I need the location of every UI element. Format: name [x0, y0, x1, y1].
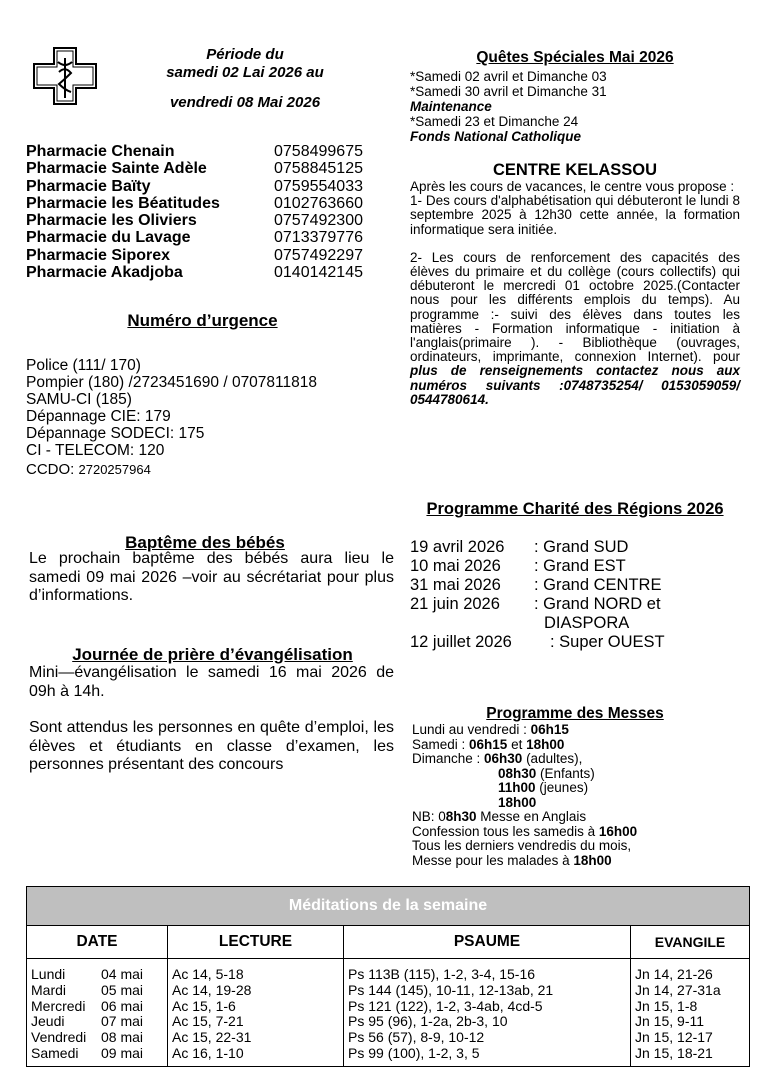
evangile-cell: Jn 14, 21-26	[635, 966, 713, 982]
header-psaume: PSAUME	[344, 926, 631, 959]
pharmacy-phone: 0757492297	[274, 246, 363, 264]
evangile-column	[631, 959, 750, 1067]
header-lecture: LECTURE	[168, 926, 344, 959]
urgence-line: Pompier (180) /2723451690 / 0707811818	[26, 374, 317, 391]
centre-text	[410, 180, 740, 407]
lecture-cell: Ac 15, 22-31	[172, 1029, 252, 1046]
pharmacy-phone: 0102763660	[274, 194, 363, 212]
psaume-cell: Ps 95 (96), 1-2a, 2b-3, 10	[348, 1013, 508, 1030]
messes-lundi-time: 06h15	[530, 722, 569, 737]
psaume-column	[344, 959, 631, 1067]
messes-time: 18h00	[573, 852, 612, 868]
evangile-cell: Jn 15, 1-8	[635, 997, 698, 1014]
evangile-cell: Jn 14, 27-31a	[635, 981, 721, 998]
quete-line: *Samedi 30 avril et Dimanche 31	[410, 84, 607, 99]
pharmacy-phone: 0713379776	[274, 229, 363, 247]
pharmacy-phone: 0757492300	[274, 212, 363, 230]
day-name: Samedi	[31, 1044, 79, 1061]
pharmacy-name: Pharmacie les Béatitudes	[26, 194, 220, 212]
day-name: Vendredi	[31, 1029, 87, 1046]
centre-intro: Après les cours de vacances, le centre vous propose :	[410, 179, 735, 194]
day-name: Lundi	[31, 966, 66, 982]
day-name: Mardi	[31, 981, 67, 998]
urgence-line: Police (111/ 170)	[26, 357, 141, 374]
pharmacy-row	[26, 212, 386, 229]
messes-note: (adultes),	[522, 751, 583, 766]
centre-paragraph-2-text: 2- Les cours de renforcement des capacités des élèves du primaire et du collège (cours collectifs) qui débuteront le mercredi 01 octobre 2025.(Contacter nous pour les différents emplois du temps). Au programme :- suivi des élèves dans toutes les matières - Formation informatique - initiation à l'anglais(primaire ). - Bibliothèque (ouvrages, ordinateurs, imprimante, connexion Internet). pour	[410, 249, 740, 365]
messes-et: et	[507, 736, 527, 752]
charite-date: 31 mai 2026	[410, 576, 501, 594]
charite-date: 12 juillet 2026	[410, 633, 512, 651]
pharmacy-name: Pharmacie Baïty	[26, 177, 151, 195]
lecture-cell: Ac 15, 7-21	[172, 1013, 244, 1030]
charite-place: : Grand CENTRE	[534, 576, 662, 594]
pharmacy-name: Pharmacie Akadjoba	[26, 264, 183, 282]
psaume-cell: Ps 121 (122), 1-2, 3-4ab, 4cd-5	[348, 997, 543, 1014]
messes-time: 06h30	[484, 751, 523, 766]
urgence-line: SAMU-CI (185)	[26, 391, 132, 408]
centre-paragraph-1: 1- Des cours d'alphabétisation qui débuteront le lundi 8 septembre 2025 à 12h30 cette année, la formation informatique sera initiée.	[410, 193, 740, 237]
quete-line: *Samedi 02 avril et Dimanche 03	[410, 69, 607, 84]
psaume-cell: Ps 144 (145), 10-11, 12-13ab, 21	[348, 981, 554, 998]
pharmacy-name: Pharmacie les Oliviers	[26, 212, 197, 230]
day-name: Mercredi	[31, 997, 86, 1014]
messes-dimanche-label: Dimanche :	[412, 751, 485, 766]
pharmacy-phone: 0758499675	[274, 143, 363, 160]
charite-list	[410, 538, 740, 652]
urgence-line: CI - TELECOM: 120	[26, 442, 165, 459]
messes-malades-label: Messe pour les malades à	[412, 852, 574, 868]
charite-row	[410, 557, 740, 576]
pharmacy-row	[26, 264, 386, 281]
pharmacy-row	[26, 160, 386, 177]
messes-dimanche	[412, 752, 742, 767]
pharmacy-name: Pharmacie Sainte Adèle	[26, 160, 207, 178]
journee-text	[29, 664, 394, 775]
header-date: DATE	[27, 926, 168, 959]
messes-dimanche-line	[412, 767, 742, 782]
charite-place: : Super OUEST	[550, 633, 665, 651]
charite-date: 10 mai 2026	[410, 557, 501, 575]
ccdo-number: 2720257964	[78, 462, 151, 477]
charite-row	[410, 614, 740, 633]
messes-time: 16h00	[598, 823, 638, 839]
quetes-list	[410, 69, 740, 144]
pharmacy-phone: 0140142145	[274, 264, 363, 282]
lecture-cell: Ac 14, 5-18	[172, 966, 244, 982]
pharmacy-row	[26, 247, 386, 264]
meditations-table	[26, 886, 750, 1067]
pharmacy-row	[26, 195, 386, 212]
messes-nb	[412, 810, 742, 825]
charite-date	[410, 614, 534, 633]
charite-title: Programme Charité des Régions 2026	[426, 500, 724, 518]
bapteme-text: Le prochain baptême des bébés aura lieu le samedi 09 mai 2026 –voir au sécrétariat pour plus d’informations.	[29, 550, 394, 604]
charite-place: : Grand SUD	[534, 538, 629, 556]
messes-conf-label: Confession tous les samedis à	[412, 823, 599, 839]
bapteme-title: Baptême des bébés	[125, 533, 285, 552]
day-date: 04 mai	[101, 966, 144, 982]
evangile-cell: Jn 15, 12-17	[635, 1029, 713, 1046]
journee-title: Journée de prière d’évangélisation	[72, 645, 353, 664]
urgence-list	[26, 357, 386, 478]
charite-place: : Grand NORD et	[534, 595, 661, 613]
urgence-line: Dépannage CIE: 179	[26, 408, 171, 425]
charite-date: 21 juin 2026	[410, 595, 500, 613]
period-header	[120, 46, 370, 112]
messes-dimanche-line	[412, 781, 742, 796]
day-date: 08 mai	[101, 1029, 144, 1046]
urgence-title: Numéro d’urgence	[127, 311, 278, 330]
messes-time: 8h30	[445, 809, 477, 824]
charite-place: : Grand EST	[534, 557, 626, 575]
header-evangile: EVANGILE	[631, 926, 750, 959]
lecture-cell: Ac 15, 1-6	[172, 997, 236, 1014]
quete-line: Maintenance	[410, 99, 492, 114]
psaume-cell: Ps 113B (115), 1-2, 3-4, 15-16	[348, 966, 536, 982]
meditations-title: Méditations de la semaine	[27, 887, 750, 926]
period-line-2: samedi 02 Lai 2026 au	[166, 64, 324, 81]
messes-lundi-label: Lundi au vendredi :	[412, 722, 531, 737]
charite-date: 19 avril 2026	[410, 538, 505, 556]
messes-title: Programme des Messes	[486, 705, 664, 722]
pharmacy-cross-icon	[32, 46, 98, 106]
evangile-cell: Jn 15, 18-21	[635, 1044, 713, 1061]
period-line-3: vendredi 08 Mai 2026	[169, 94, 321, 111]
period-line-1: Période du	[206, 46, 284, 63]
pharmacy-row	[26, 178, 386, 195]
messes-time: 06h15	[469, 736, 508, 752]
date-row	[31, 967, 163, 983]
urgence-ccdo	[26, 461, 386, 478]
messes-time: 11h00	[498, 780, 536, 795]
pharmacy-name: Pharmacie du Lavage	[26, 229, 191, 247]
day-name: Jeudi	[31, 1013, 65, 1030]
messes-time: 18h00	[498, 794, 537, 810]
lecture-cell: Ac 16, 1-10	[172, 1044, 244, 1061]
messes-confession	[412, 825, 742, 840]
charite-row	[410, 576, 740, 595]
charite-place: DIASPORA	[544, 614, 630, 632]
messes-time: 18h00	[526, 736, 565, 752]
day-date: 06 mai	[101, 997, 144, 1014]
messes-nb-label: NB: 0	[412, 809, 446, 824]
charite-row	[410, 633, 740, 652]
quete-line: Fonds National Catholique	[410, 129, 581, 144]
messes-lundi	[412, 723, 742, 738]
messes-dimanche-line	[412, 796, 742, 811]
charite-row	[410, 538, 740, 557]
messes-vendredis: Tous les derniers vendredis du mois,	[412, 838, 632, 853]
lecture-cell: Ac 14, 19-28	[172, 981, 252, 998]
messes-malades	[412, 854, 742, 869]
messes-time: 08h30	[498, 765, 537, 781]
journee-paragraph-1: Mini—évangélisation le samedi 16 mai 2026 de 09h à 14h.	[29, 664, 394, 700]
pharmacy-name: Pharmacie Siporex	[26, 246, 171, 264]
quete-line: *Samedi 23 et Dimanche 24	[410, 114, 579, 129]
pharmacy-name: Pharmacie Chenain	[26, 143, 175, 160]
psaume-cell: Ps 99 (100), 1-2, 3, 5	[348, 1044, 480, 1061]
date-row	[31, 983, 163, 999]
messes-note: Messe en Anglais	[476, 809, 587, 824]
pharmacy-row	[26, 229, 386, 246]
pharmacy-phone: 0758845125	[274, 160, 363, 178]
lecture-column	[168, 959, 344, 1067]
day-date: 09 mai	[101, 1044, 144, 1061]
date-row	[31, 1046, 163, 1062]
day-date: 07 mai	[101, 1013, 144, 1030]
date-column	[27, 959, 168, 1067]
charite-row	[410, 595, 740, 614]
messes-note: (Enfants)	[536, 765, 595, 781]
messes-note: (jeunes)	[535, 780, 589, 795]
psaume-cell: Ps 56 (57), 8-9, 10-12	[348, 1029, 485, 1046]
date-row	[31, 999, 163, 1015]
pharmacy-phone: 0759554033	[274, 177, 363, 195]
urgence-line: Dépannage SODECI: 175	[26, 425, 205, 442]
date-row	[31, 1014, 163, 1030]
pharmacy-list	[26, 143, 386, 281]
messes-schedule	[412, 723, 742, 868]
pharmacy-row	[26, 143, 386, 160]
centre-contact: plus de renseignements contactez nous aux numéros suivants :0748735254/ 0153059059/ 0544780614.	[410, 363, 740, 407]
quetes-title: Quêtes Spéciales Mai 2026	[476, 49, 674, 66]
day-date: 05 mai	[101, 981, 144, 998]
messes-samedi-label: Samedi :	[412, 736, 470, 752]
journee-paragraph-2: Sont attendus les personnes en quête d’emploi, les élèves et étudiants en classe d’examen, les personnes présentant des concours	[29, 719, 394, 773]
messes-samedi	[412, 738, 742, 753]
centre-title: CENTRE KELASSOU	[492, 161, 658, 179]
ccdo-label: CCDO:	[26, 461, 79, 478]
date-row	[31, 1030, 163, 1046]
centre-paragraph-2	[410, 251, 740, 407]
evangile-cell: Jn 15, 9-11	[635, 1013, 705, 1030]
